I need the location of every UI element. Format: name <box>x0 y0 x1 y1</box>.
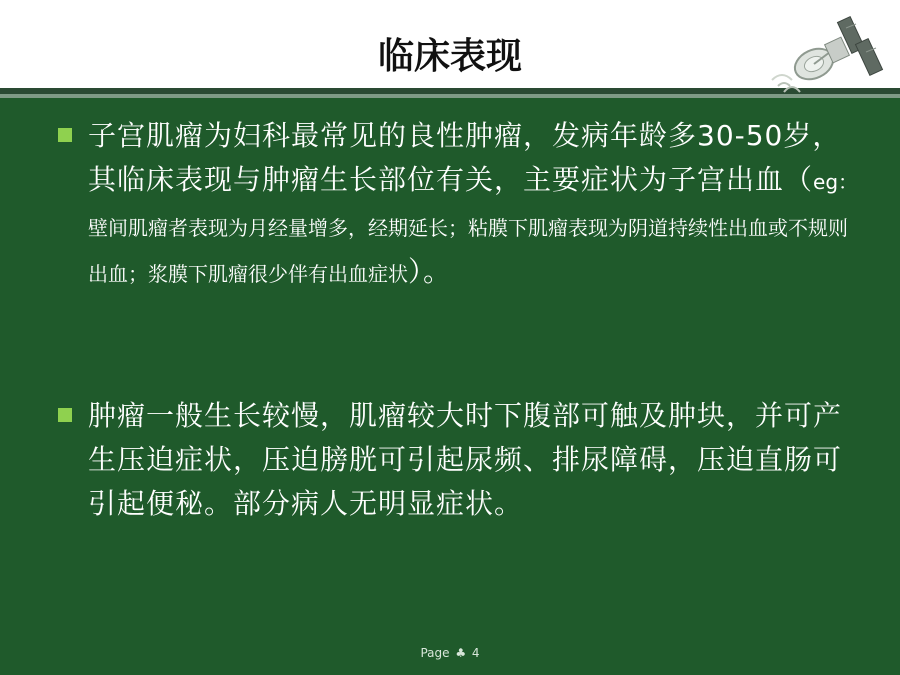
club-icon: ♣ <box>455 646 467 660</box>
page-label: Page <box>420 646 450 660</box>
bullet-1-detail: eg：壁间肌瘤者表现为月经量增多，经期延长；粘膜下肌瘤表现为阴道持续性出血或不规则出血；浆膜下肌瘤很少伴有出血症状 <box>88 170 859 286</box>
bullet-text-1 <box>88 114 858 296</box>
bullet-1-main: 子宫肌瘤为妇科最常见的良性肿瘤，发病年龄多30-50岁，其临床表现与肿瘤生长部位有关，主要症状为子宫出血（ <box>88 119 842 196</box>
slide-title: 临床表现 <box>377 36 522 77</box>
header-rule-accent <box>0 94 900 98</box>
bullet-1-closing: ）。 <box>408 255 453 288</box>
bullet-marker-1 <box>58 128 72 142</box>
page-number: 4 <box>471 646 480 660</box>
bullet-2-main: 肿瘤一般生长较慢，肌瘤较大时下腹部可触及肿块，并可产生压迫症状，压迫膀胱可引起尿频、排尿障碍，压迫直肠可引起便秘。部分病人无明显症状。 <box>88 399 843 520</box>
bullet-marker-2 <box>58 408 72 422</box>
satellite-icon <box>770 10 892 100</box>
bullet-text-2 <box>88 394 858 526</box>
page-footer <box>0 646 900 660</box>
